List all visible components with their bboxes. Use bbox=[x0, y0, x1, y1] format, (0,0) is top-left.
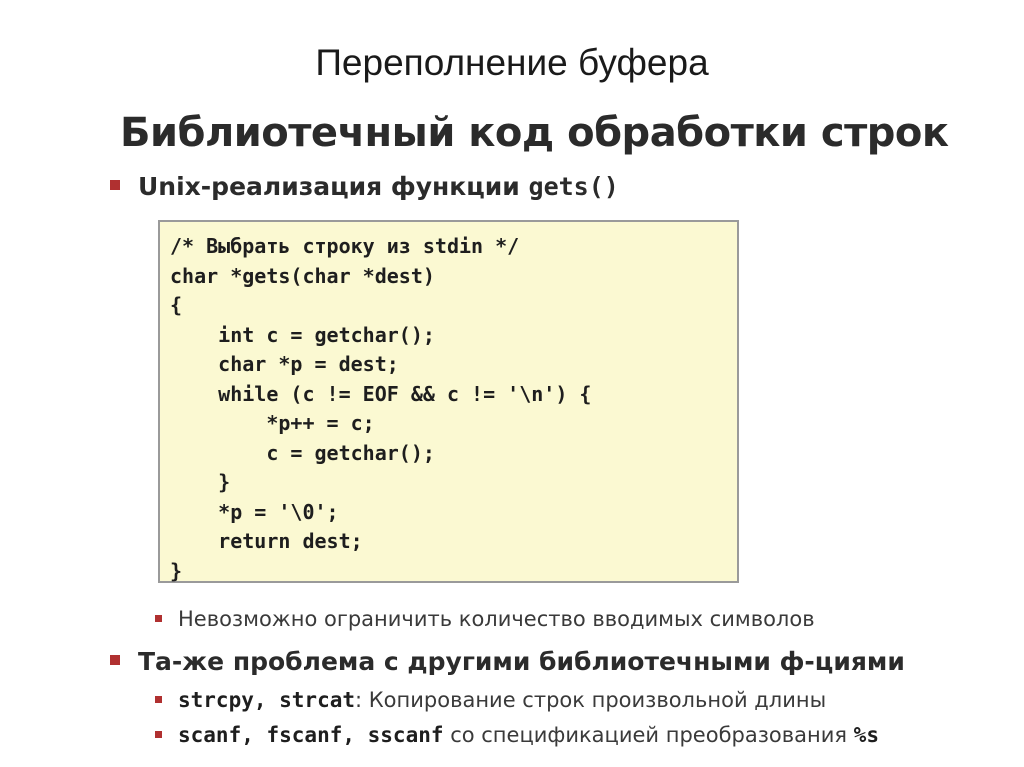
slide-title: Переполнение буфера bbox=[315, 42, 709, 83]
sub-bullet-strcpy-text: : Копирование строк произвольной длины bbox=[355, 688, 827, 712]
bullet-unix-gets bbox=[110, 172, 619, 201]
code-block bbox=[158, 220, 739, 583]
bullet-square-icon bbox=[155, 696, 162, 703]
code-line: return dest; bbox=[170, 529, 363, 553]
sub-bullet-scanf-spec: %s bbox=[853, 723, 879, 747]
code-line: *p++ = c; bbox=[170, 411, 375, 435]
sub-bullet-scanf-text: со спецификацией преобразования bbox=[443, 723, 854, 747]
code-line: int c = getchar(); bbox=[170, 322, 435, 347]
sub-bullet-scanf-code: scanf, fscanf, sscanf bbox=[178, 723, 444, 747]
bullet-square-icon bbox=[155, 731, 162, 738]
code-line: while (c != EOF && c != '\n') { bbox=[170, 381, 592, 406]
code-line: char *p = dest; bbox=[170, 352, 399, 376]
bullet-other-functions bbox=[110, 647, 905, 676]
sub-bullet-input-limit-text: Невозможно ограничить количество вводимых символов bbox=[178, 607, 815, 631]
code-line: char *gets(char *dest) bbox=[170, 263, 435, 288]
code-line: } bbox=[170, 470, 231, 494]
code-line: /* Выбрать строку из stdin */ bbox=[170, 234, 520, 258]
sub-bullet-scanf bbox=[155, 723, 879, 747]
subtitle: Библиотечный код обработки строк bbox=[120, 110, 949, 156]
code-line: *p = '\0'; bbox=[170, 499, 339, 524]
code-line: c = getchar(); bbox=[170, 440, 435, 465]
bullet-square-icon bbox=[155, 615, 162, 622]
code-line: { bbox=[170, 293, 183, 317]
bullet-other-functions-text: Та-же проблема с другими библиотечными ф-циями bbox=[138, 647, 905, 676]
bullet-unix-gets-text: Unix-реализация функции bbox=[138, 172, 529, 201]
sub-bullet-input-limit bbox=[155, 607, 815, 631]
sub-bullet-strcpy bbox=[155, 688, 826, 712]
bullet-unix-gets-code: gets() bbox=[528, 172, 619, 201]
bullet-square-icon bbox=[110, 655, 120, 665]
sub-bullet-strcpy-code: strcpy, strcat bbox=[178, 688, 356, 712]
code-line: } bbox=[170, 558, 183, 583]
bullet-square-icon bbox=[110, 180, 120, 190]
